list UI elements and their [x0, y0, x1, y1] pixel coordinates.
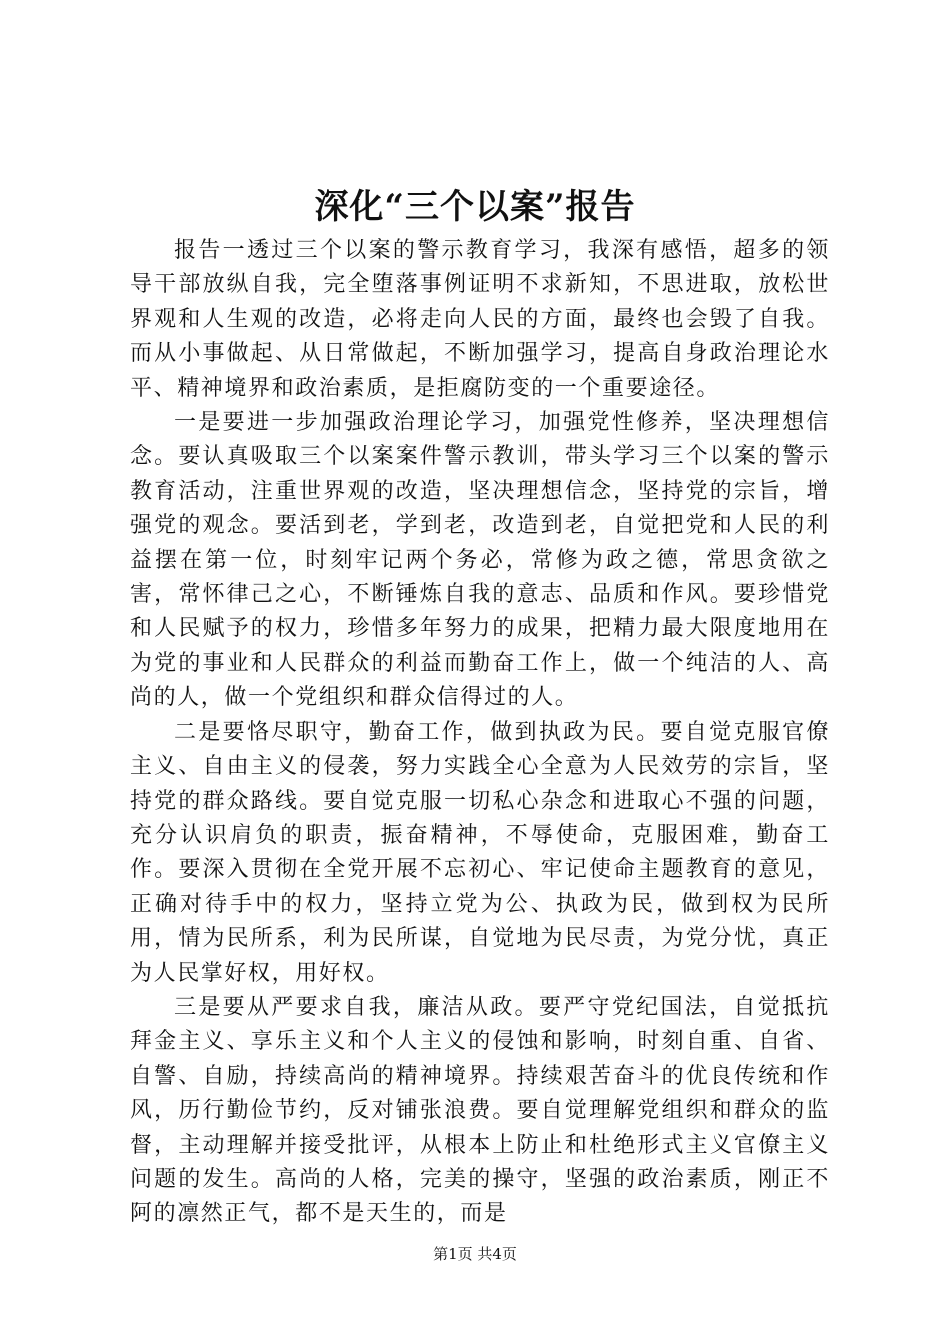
page-title: 深化“三个以案”报告 [314, 187, 636, 227]
paragraph-point-three: 三是要从严要求自我，廉洁从政。要严守党纪国法，自觉抵抗拜金主义、享乐主义和个人主义的侵蚀和影响，时刻自重、自省、自警、自励，持续高尚的精神境界。持续艰苦奋斗的优良传统和作风，历行勤俭节约，反对铺张浪费。要自觉理解党组织和群众的监督，主动理解并接受批评，从根本上防止和杜绝形式主义官僚主义问题的发生。高尚的人格，完美的操守，坚强的政治素质，刚正不阿的凛然正气，都不是天生的，而是 [130, 994, 830, 1227]
paragraph-point-one: 一是要进一步加强政治理论学习，加强党性修养，坚决理想信念。要认真吸取三个以案案件警示教训，带头学习三个以案的警示教育活动，注重世界观的改造，坚决理想信念，坚持党的宗旨，增强党的观念。要活到老，学到老，改造到老，自觉把党和人民的利益摆在第一位，时刻牢记两个务必，常修为政之德，常思贪欲之害，常怀律己之心，不断锤炼自我的意志、品质和作风。要珍惜党和人民赋予的权力，珍惜多年努力的成果，把精力最大限度地用在为党的事业和人民群众的利益而勤奋工作上，做一个纯洁的人、高尚的人，做一个党组织和群众信得过的人。 [130, 410, 830, 711]
paragraph-intro: 报告一透过三个以案的警示教育学习，我深有感悟，超多的领导干部放纵自我，完全堕落事例证明不求新知，不思进取，放松世界观和人生观的改造，必将走向人民的方面，最终也会毁了自我。而从小事做起、从日常做起，不断加强学习，提高自身政治理论水平、精神境界和政治素质，是拒腐防变的一个重要途径。 [130, 238, 830, 401]
page-number-footer: 第1页 共4页 [433, 1245, 517, 1263]
paragraph-point-two: 二是要恪尽职守，勤奋工作，做到执政为民。要自觉克服官僚主义、自由主义的侵袭，努力实践全心全意为人民效劳的宗旨，坚持党的群众路线。要自觉克服一切私心杂念和进取心不强的问题，充分认识肩负的职责，振奋精神，不辱使命，克服困难，勤奋工作。要深入贯彻在全党开展不忘初心、牢记使命主题教育的意见，正确对待手中的权力，坚持立党为公、执政为民，做到权为民所用，情为民所系，利为民所谋，自觉地为民尽责，为党分忧，真正为人民掌好权，用好权。 [130, 719, 830, 986]
document-body [130, 234, 830, 1232]
